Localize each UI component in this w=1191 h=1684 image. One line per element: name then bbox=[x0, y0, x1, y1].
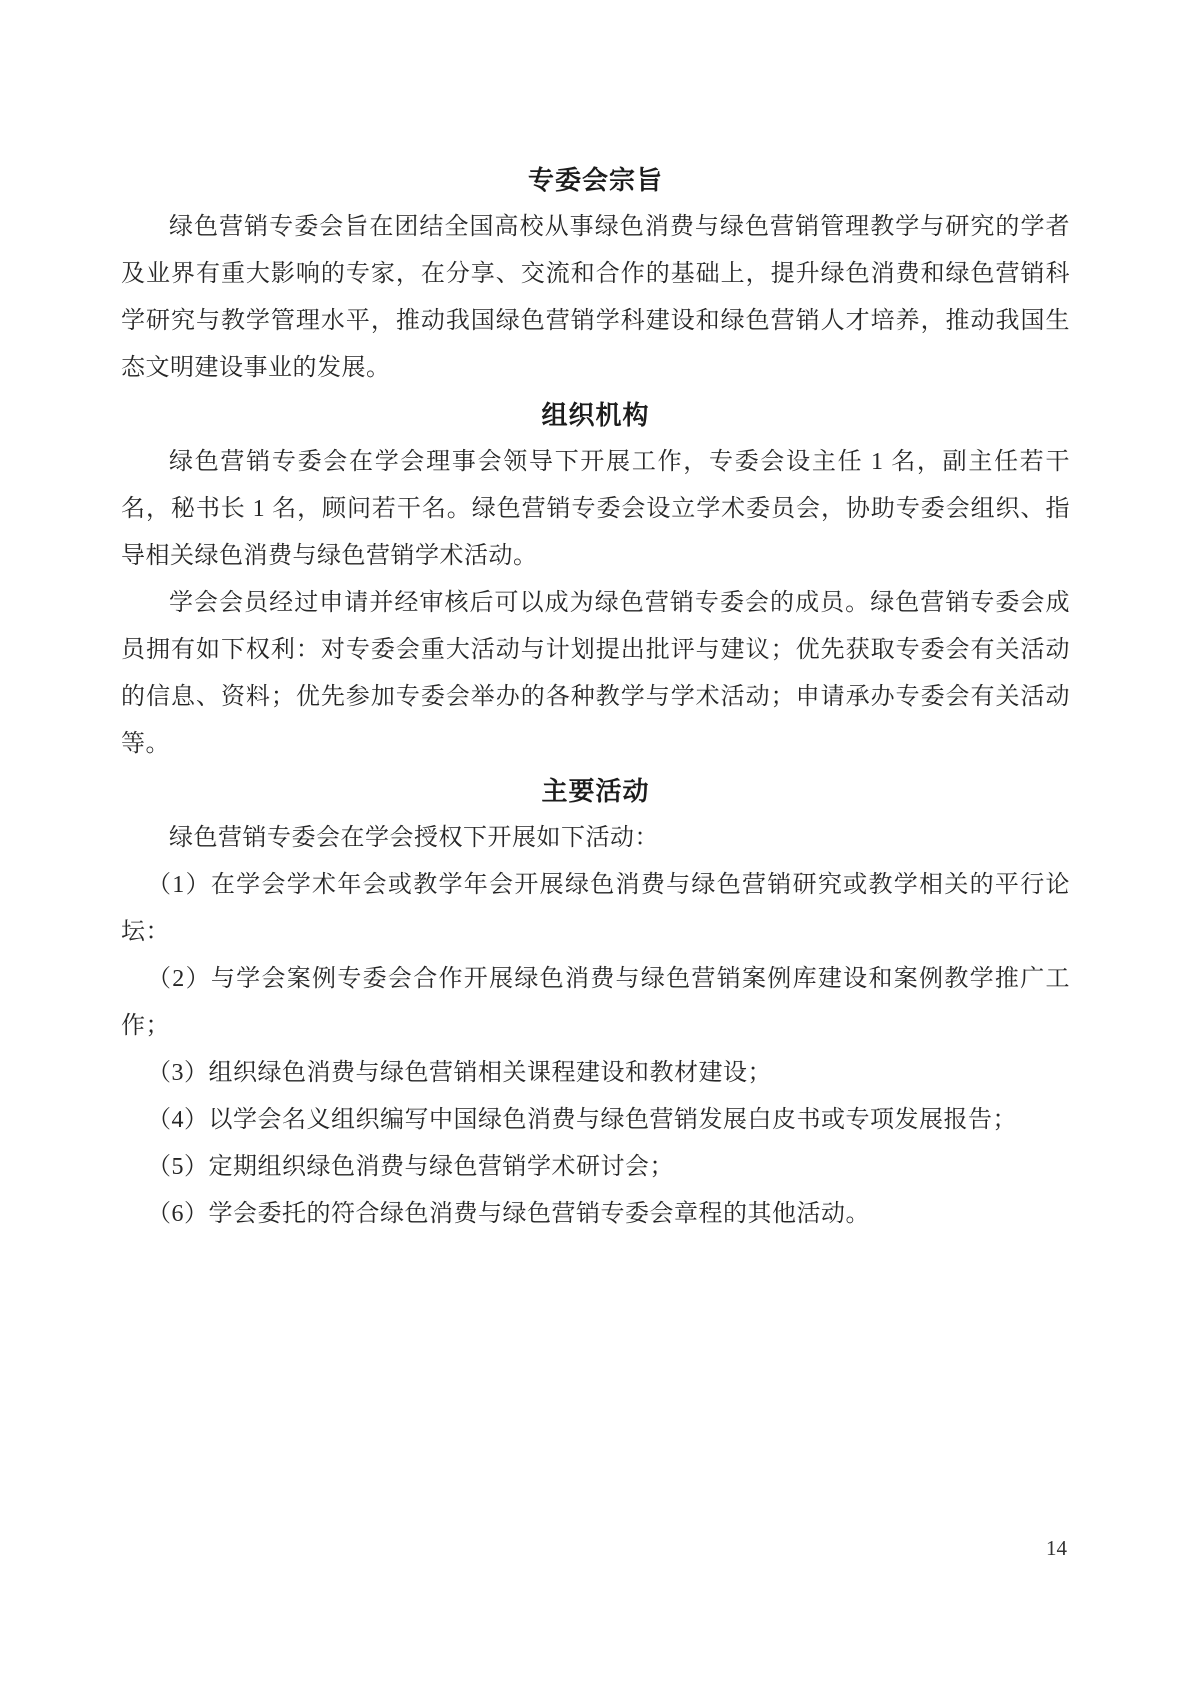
section-heading-organization: 组织机构 bbox=[541, 400, 650, 430]
activity-item-1: （1）在学会学术年会或教学年会开展绿色消费与绿色营销研究或教学相关的平行论坛： bbox=[121, 872, 1070, 945]
page-number: 14 bbox=[1046, 1536, 1067, 1560]
activity-item-3: （3）组织绿色消费与绿色营销相关课程建设和教材建设； bbox=[147, 1060, 772, 1086]
organization-paragraph-2: 学会会员经过申请并经审核后可以成为绿色营销专委会的成员。绿色营销专委会成员拥有如下权利：对专委会重大活动与计划提出批评与建议；优先获取专委会有关活动的信息、资料；优先参加专委会举办的各种教学与学术活动；申请承办专委会有关活动等。 bbox=[121, 590, 1070, 757]
activity-item-2: （2）与学会案例专委会合作开展绿色消费与绿色营销案例库建设和案例教学推广工作； bbox=[121, 966, 1070, 1039]
section-heading-purpose: 专委会宗旨 bbox=[527, 165, 663, 195]
activity-item-6: （6）学会委托的符合绿色消费与绿色营销专委会章程的其他活动。 bbox=[147, 1201, 870, 1227]
activity-item-4: （4）以学会名义组织编写中国绿色消费与绿色营销发展白皮书或专项发展报告； bbox=[147, 1107, 1017, 1133]
purpose-paragraph: 绿色营销专委会旨在团结全国高校从事绿色消费与绿色营销管理教学与研究的学者及业界有重大影响的专家，在分享、交流和合作的基础上，提升绿色消费和绿色营销科学研究与教学管理水平，推动我国绿色营销学科建设和绿色营销人才培养，推动我国生态文明建设事业的发展。 bbox=[121, 214, 1070, 381]
section-heading-activities: 主要活动 bbox=[541, 776, 650, 806]
organization-paragraph-1: 绿色营销专委会在学会理事会领导下开展工作，专委会设主任 1 名，副主任若干名，秘书长 1 名，顾问若干名。绿色营销专委会设立学术委员会，协助专委会组织、指导相关绿色消费与绿色营销学术活动。 bbox=[121, 449, 1070, 569]
activity-item-5: （5）定期组织绿色消费与绿色营销学术研讨会； bbox=[147, 1154, 674, 1180]
activities-intro-paragraph: 绿色营销专委会在学会授权下开展如下活动： bbox=[169, 825, 659, 851]
